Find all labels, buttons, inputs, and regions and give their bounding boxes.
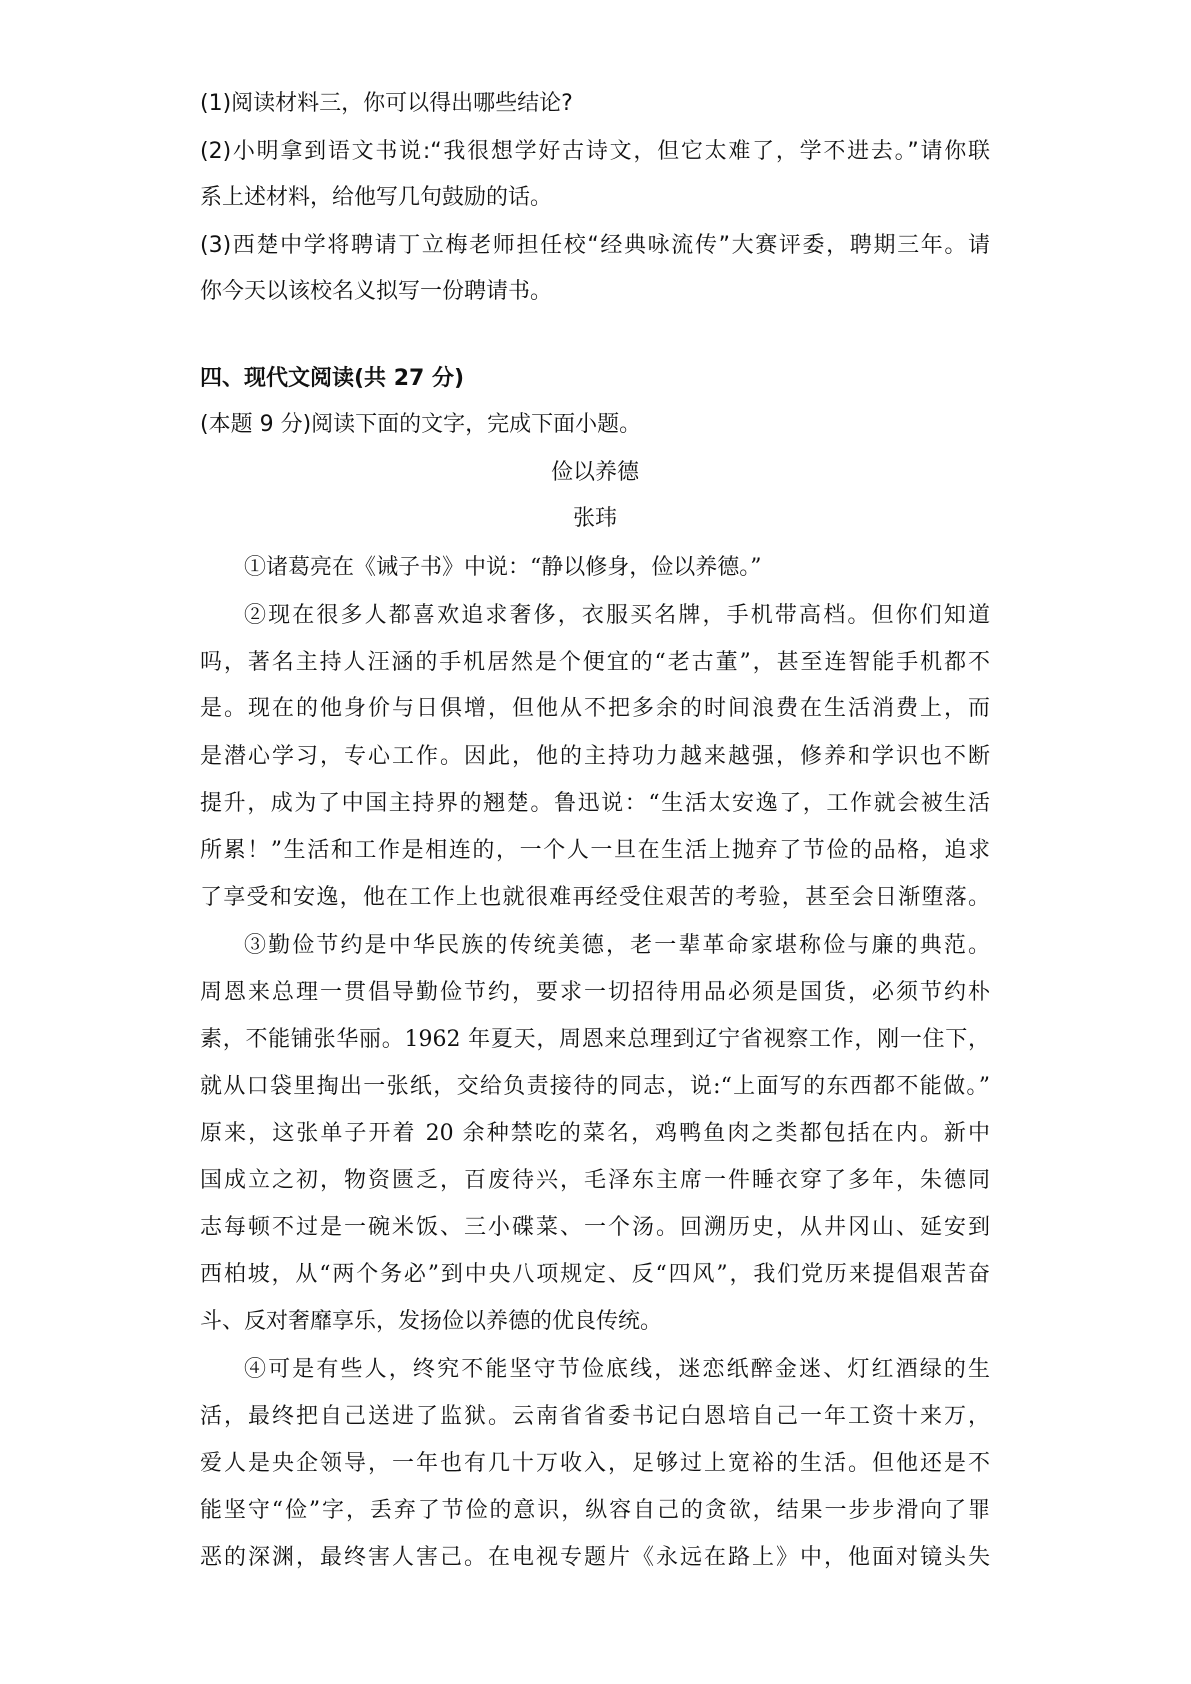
article-line: 志每顿不过是一碗米饭、三小碟菜、一个汤。回溯历史，从井冈山、延安到 <box>200 1215 990 1240</box>
article-line: 活，最终把自己送进了监狱。云南省省委书记白恩培自己一年工资十来万， <box>200 1404 990 1429</box>
question-2-line-1: (2)小明拿到语文书说:“我很想学好古诗文，但它太难了，学不进去。”请你联 <box>200 139 990 164</box>
article-line: 恶的深渊，最终害人害己。在电视专题片《永远在路上》中，他面对镜头失 <box>200 1545 990 1570</box>
question-2-line-2: 系上述材料，给他写几句鼓励的话。 <box>200 185 553 210</box>
article-line: 周恩来总理一贯倡导勤俭节约，要求一切招待用品必须是国货，必须节约朴 <box>200 980 990 1005</box>
section-heading: 四、现代文阅读(共 27 分) <box>200 366 465 391</box>
article-author: 张玮 <box>572 506 617 531</box>
question-3-line-1: (3)西楚中学将聘请丁立梅老师担任校“经典咏流传”大赛评委，聘期三年。请 <box>200 233 990 258</box>
article-line: ③勤俭节约是中华民族的传统美德，老一辈革命家堪称俭与廉的典范。 <box>244 933 990 958</box>
article-line: 了享受和安逸，他在工作上也就很难再经受住艰苦的考验，甚至会日渐堕落。 <box>200 885 990 910</box>
article-line: 吗，著名主持人汪涵的手机居然是个便宜的“老古董”，甚至连智能手机都不 <box>200 650 990 675</box>
article-line: 所累！”生活和工作是相连的，一个人一旦在生活上抛弃了节俭的品格，追求 <box>200 838 990 863</box>
question-1: (1)阅读材料三，你可以得出哪些结论? <box>200 91 573 116</box>
article-line: 是潜心学习，专心工作。因此，他的主持功力越来越强，修养和学识也不断 <box>200 744 990 769</box>
article-line: ①诸葛亮在《诫子书》中说：“静以修身，俭以养德。” <box>244 555 762 580</box>
article-line: 就从口袋里掏出一张纸，交给负责接待的同志，说:“上面写的东西都不能做。” <box>200 1074 990 1099</box>
section-instruction: (本题 9 分)阅读下面的文字，完成下面小题。 <box>200 412 642 437</box>
article-line: 爱人是央企领导，一年也有几十万收入，足够过上宽裕的生活。但他还是不 <box>200 1451 990 1476</box>
article-line: 能坚守“俭”字，丢弃了节俭的意识，纵容自己的贪欲，结果一步步滑向了罪 <box>200 1498 990 1523</box>
article-line: 国成立之初，物资匮乏，百废待兴，毛泽东主席一件睡衣穿了多年，朱德同 <box>200 1168 990 1193</box>
article-line: 斗、反对奢靡享乐，发扬俭以养德的优良传统。 <box>200 1309 663 1334</box>
article-line: 原来，这张单子开着 20 余种禁吃的菜名，鸡鸭鱼肉之类都包括在内。新中 <box>200 1121 990 1146</box>
question-3-line-2: 你今天以该校名义拟写一份聘请书。 <box>200 279 553 304</box>
article-line: 是。现在的他身价与日俱增，但他从不把多余的时间浪费在生活消费上，而 <box>200 696 990 721</box>
article-line: 西柏坡，从“两个务必”到中央八项规定、反“四风”，我们党历来提倡艰苦奋 <box>200 1262 990 1287</box>
article-line: 素，不能铺张华丽。1962 年夏天，周恩来总理到辽宁省视察工作，刚一住下， <box>200 1027 990 1052</box>
article-line: 提升，成为了中国主持界的翘楚。鲁迅说：“生活太安逸了，工作就会被生活 <box>200 791 990 816</box>
article-line: ②现在很多人都喜欢追求奢侈，衣服买名牌，手机带高档。但你们知道 <box>244 603 990 628</box>
article-line: ④可是有些人，终究不能坚守节俭底线，迷恋纸醉金迷、灯红酒绿的生 <box>244 1357 990 1382</box>
article-title: 俭以养德 <box>550 460 639 485</box>
